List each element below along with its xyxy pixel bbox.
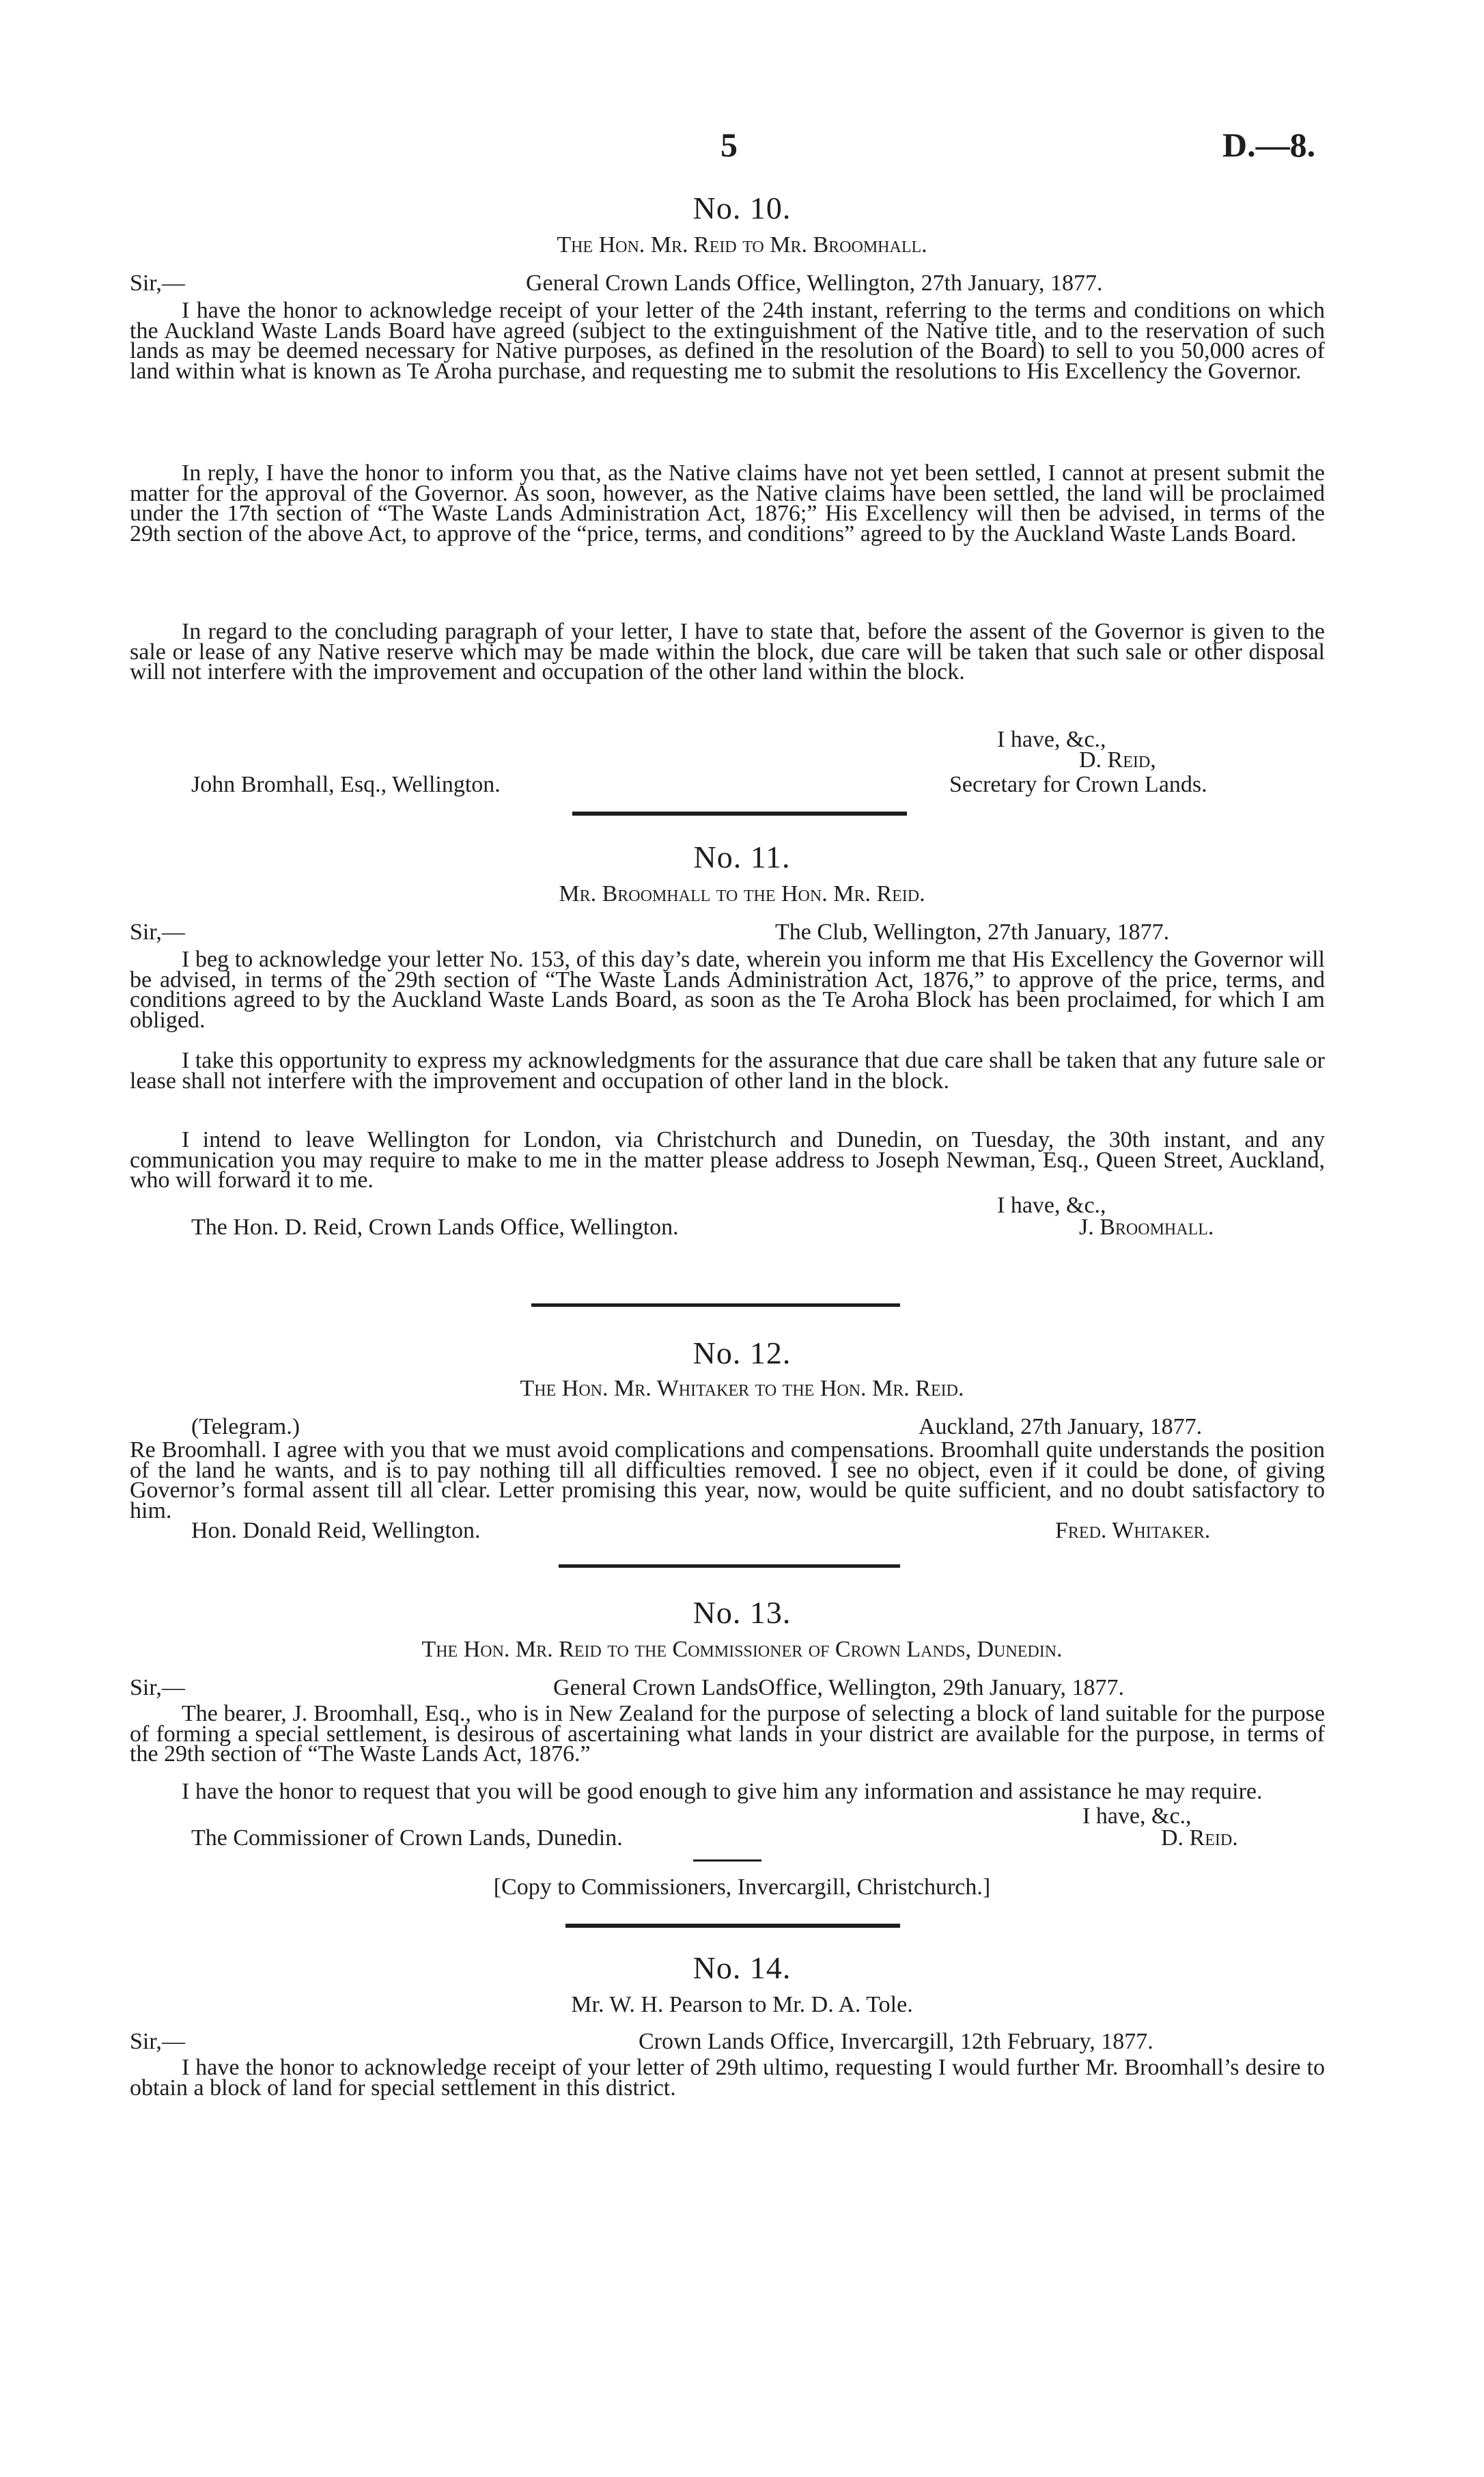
letter-number: No. 10. [692,191,792,225]
salutation: Sir,— [130,271,185,296]
dateline: The Club, Wellington, 27th January, 1877. [775,919,1170,945]
paragraph: The bearer, J. Broomhall, Esq., who is in New Zealand for the purpose of selecting a block of land suitable for the purpose of forming a special settlement, is desirous of ascertaining what lands in your district are available for the purpose, in terms of the 29th section of “The Waste Lands Act, 1876.” [130,1701,1325,1767]
paragraph: I have the honor to acknowledge receipt of your letter of the 24th instant, referring to the terms and conditions on which the Auckland Waste Lands Board have agreed (subject to the extinguishment of the Native title, and to the reservation of such lands as may be deemed necessary for Native purposes, as defined in the resolution of the Board) to sell to you 50,000 acres of land within what is known as Te Aroha purchase, and requesting me to submit the resolutions to His Excellency the Governor. [130,298,1325,385]
dateline: Crown Lands Office, Invercargill, 12th February, 1877. [639,2029,1153,2054]
letter-number: No. 14. [692,1950,792,1985]
paragraph: I intend to leave Wellington for London, via Christchurch and Dunedin, on Tuesday, the 30th instant, and any communication you may require to make to me in the matter please address to Joseph Newman, Esq., Queen Street, Auckland, who will forward it to me. [130,1127,1325,1193]
paragraph: I take this opportunity to express my acknowledgments for the assurance that due care shall be taken that any future sale or lease shall not interfere with the improvement and occupation of other land in the block. [130,1048,1325,1094]
paragraph: In reply, I have the honor to inform you that, as the Native claims have not yet been settled, I cannot at present submit the matter for the approval of the Governor. As soon, however, as the Native claims have been settled, the land will be proclaimed under the 17th section of “The Waste Lands Administration Act, 1876;” His Excellency will then be advised, in terms of the 29th section of the above Act, to approve of the “price, terms, and conditions” agreed to by the Auckland Waste Lands Board. [130,460,1325,547]
telegram-note: (Telegram.) [191,1414,300,1439]
dateline: General Crown Lands Office, Wellington, 27th January, 1877. [526,271,1103,296]
page-number: 5 [720,126,738,164]
letter-heading: Mr. W. H. Pearson to Mr. D. A. Tole. [571,1992,913,2017]
signature: D. Reid. [1161,1825,1238,1851]
signature: J. Broomhall. [1079,1215,1214,1240]
closing: I have, &c., [1082,1803,1192,1829]
letter-heading: The Hon. Mr. Reid to Mr. Broomhall. [557,232,927,258]
paragraph: I beg to acknowledge your letter No. 153, of this day’s date, wherein you inform me that His Excellency the Governor will be advised, in terms of the 29th section of “The Waste Lands Administration Act, 1876,” to approve of the price, terms, and conditions agreed to by the Auckland Waste Lands Board, as soon as the Te Aroha Block has been proclaimed, for which I am obliged. [130,947,1325,1034]
paragraph: I have the honor to acknowledge receipt of your letter of 29th ultimo, requesting I would further Mr. Broomhall’s desire to obtain a block of land for special settlement in this district. [130,2055,1325,2101]
document-code: D.—8. [1222,126,1316,164]
short-divider [693,1859,761,1862]
paragraph: In regard to the concluding paragraph of your letter, I have to state that, before the assent of the Governor is given to the sale or lease of any Native reserve which may be made within the block, due care will be taken that such sale or other disposal will not interfere with the improvement and occupation of the other land within the block. [130,619,1325,685]
section-divider [572,812,907,816]
paragraph: I have the honor to request that you will be good enough to give him any information and assistance he may require. [182,1779,1263,1804]
section-divider [565,1924,900,1928]
closing: I have, &c., [997,727,1106,752]
section-divider [559,1564,900,1568]
letter-number: No. 13. [692,1595,792,1630]
addressee: The Hon. D. Reid, Crown Lands Office, Wellington. [191,1215,679,1240]
salutation: Sir,— [130,1675,185,1700]
salutation: Sir,— [130,919,185,945]
copy-note: [Copy to Commissioners, Invercargill, Christchurch.] [493,1874,991,1900]
letter-heading: The Hon. Mr. Whitaker to the Hon. Mr. Reid. [520,1376,964,1401]
addressee: Hon. Donald Reid, Wellington. [191,1518,481,1543]
letter-number: No. 11. [693,840,791,874]
dateline: General Crown LandsOffice, Wellington, 29th January, 1877. [553,1675,1125,1700]
signature: Fred. Whitaker. [1055,1518,1211,1543]
salutation: Sir,— [130,2029,185,2054]
letter-heading: Mr. Broomhall to the Hon. Mr. Reid. [559,881,925,907]
letter-heading: The Hon. Mr. Reid to the Commissioner of Crown Lands, Dunedin. [421,1637,1063,1662]
letter-number: No. 12. [692,1336,792,1370]
signature: D. Reid, [1079,747,1156,773]
addressee: The Commissioner of Crown Lands, Dunedin. [191,1825,623,1851]
dateline: Auckland, 27th January, 1877. [919,1414,1203,1439]
closing: I have, &c., [997,1193,1106,1218]
section-divider [531,1303,900,1307]
signature-title: Secretary for Crown Lands. [949,772,1207,797]
addressee: John Bromhall, Esq., Wellington. [191,772,501,797]
paragraph: Re Broomhall. I agree with you that we must avoid complications and compensations. Broomhall quite understands the position of the land he wants, and is to pay nothing till all difficulties removed. I see no object, even if it could be done, of giving Governor’s formal assent till all clear. Letter promising this year, now, would be quite sufficient, and no doubt satisfactory to him. [130,1437,1325,1524]
